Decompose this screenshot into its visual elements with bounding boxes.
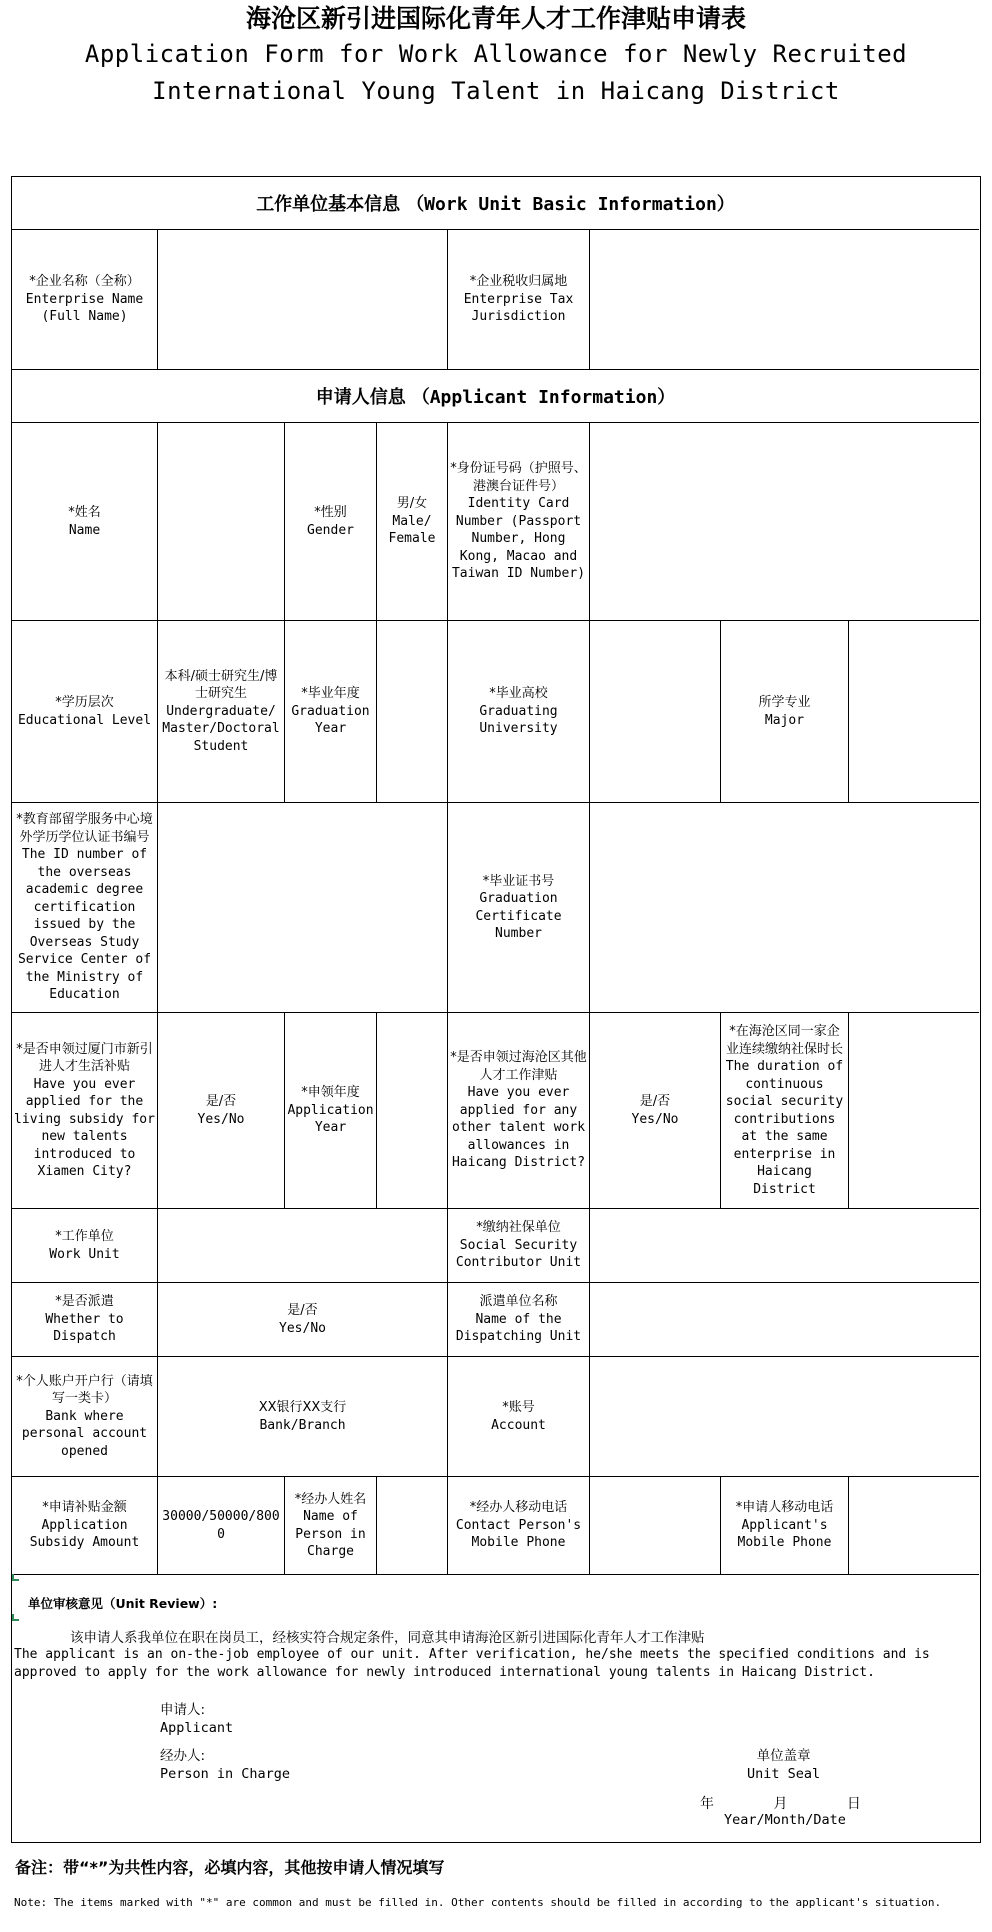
application-year-label — [285, 1013, 377, 1209]
bank-branch-zh: XX银行XX支行 — [258, 1400, 347, 1415]
major-label-en: Major — [764, 712, 805, 728]
title-block — [0, 0, 992, 110]
page-title-zh: 海沧区新引进国际化青年人才工作津贴申请表 — [245, 4, 746, 33]
date-day: 日 — [846, 1796, 861, 1812]
haicang-allowance-field[interactable] — [590, 1013, 721, 1209]
social-duration-field[interactable] — [849, 1013, 979, 1209]
xiamen-subsidy-label-en: Have you ever applied for the living subsidy for new talents introduced to Xiamen City? — [14, 1076, 155, 1179]
social-duration-label-zh: *在海沧区同一家企业连续缴纳社保时长 — [725, 1024, 843, 1057]
education-level-label — [12, 621, 158, 803]
tax-jurisdiction-label-zh: *企业税收归属地 — [469, 274, 568, 290]
gender-label — [285, 423, 377, 621]
applicant-signature-zh: 申请人: — [160, 1702, 206, 1718]
unit-review-text-en: The applicant is an on-the-job employee of our unit. After verification, he/she meets the specified conditions and is approved to apply for the work allowance for newly introduced international young talents in Haicang District. — [14, 1647, 930, 1680]
subsidy-amount-label — [12, 1477, 158, 1575]
person-in-charge-field[interactable] — [377, 1477, 448, 1575]
graduating-university-label-zh: *毕业高校 — [489, 686, 548, 702]
graduation-cert-field[interactable] — [590, 803, 979, 1013]
social-contributor-label-zh: *缴纳社保单位 — [476, 1220, 561, 1236]
dispatch-unit-label — [448, 1283, 590, 1357]
name-label — [12, 423, 158, 621]
education-options-zh: 本科/硕士研究生/博士研究生 — [164, 668, 278, 702]
enterprise-name-label-en: Enterprise Name (Full Name) — [25, 291, 144, 325]
education-options-en: Undergraduate/ Master/Doctoral Student — [162, 703, 280, 754]
unit-seal-zh: 单位盖章 — [756, 1748, 811, 1764]
dispatch-unit-label-zh: 派遣单位名称 — [479, 1294, 558, 1310]
unit-review-title: 单位审核意见（Unit Review）: — [28, 1596, 218, 1611]
applicant-phone-label — [721, 1477, 849, 1575]
application-year-label-zh: *申领年度 — [301, 1085, 360, 1101]
section-title-en: （Work Unit Basic Information） — [406, 194, 735, 215]
yes-no-zh: 是/否 — [205, 1094, 237, 1109]
bank-label-en: Bank where personal account opened — [21, 1408, 148, 1459]
education-level-label-en: Educational Level — [17, 712, 152, 728]
gender-label-zh: *性别 — [314, 505, 347, 520]
gender-label-en: Gender — [307, 522, 354, 538]
tax-jurisdiction-label-en: Enterprise Tax Jurisdiction — [463, 291, 574, 325]
dispatch-label-zh: *是否派遣 — [55, 1294, 114, 1310]
date-year: 年 — [700, 1796, 714, 1812]
yes-no-zh: 是/否 — [639, 1094, 671, 1109]
bank-field[interactable] — [158, 1357, 448, 1477]
haicang-allowance-label — [448, 1013, 590, 1209]
social-contributor-field[interactable] — [590, 1209, 979, 1283]
xiamen-subsidy-label — [12, 1013, 158, 1209]
account-label-zh: *账号 — [502, 1400, 535, 1415]
application-year-label-en: Application Year — [287, 1102, 374, 1136]
account-label-en: Account — [491, 1417, 546, 1433]
major-field[interactable] — [849, 621, 979, 803]
date-field[interactable] — [700, 1793, 861, 1813]
date-label-en: Year/Month/Date — [724, 1812, 846, 1828]
id-number-label-en: Identity Card Number (Passport Number, Hong Kong, Macao and Taiwan ID Number) — [451, 496, 586, 582]
graduation-cert-label — [448, 803, 590, 1013]
unit-seal-en: Unit Seal — [747, 1766, 821, 1782]
cell-marker-icon — [12, 1574, 19, 1581]
yes-no-en: Yes/No — [197, 1111, 245, 1127]
haicang-allowance-label-en: Have you ever applied for any other talent work allowances in Haicang District? — [451, 1085, 586, 1171]
contact-phone-field[interactable] — [590, 1477, 721, 1575]
application-year-field[interactable] — [377, 1013, 448, 1209]
education-level-label-zh: *学历层次 — [55, 695, 114, 710]
name-field[interactable] — [158, 423, 285, 621]
social-contributor-label — [448, 1209, 590, 1283]
applicant-phone-field[interactable] — [849, 1477, 979, 1575]
overseas-cert-label — [12, 803, 158, 1013]
dispatch-label-en: Whether to Dispatch — [45, 1311, 124, 1345]
applicant-signature[interactable] — [160, 1701, 233, 1737]
note-zh: 备注：带“*”为共性内容，必填内容，其他按申请人情况填写 — [15, 1858, 445, 1877]
contact-phone-label-zh: *经办人移动电话 — [469, 1500, 568, 1516]
graduation-year-label-zh: *毕业年度 — [301, 686, 360, 702]
graduation-year-label-en: Graduation Year — [291, 703, 370, 737]
dispatch-field[interactable] — [158, 1283, 448, 1357]
person-in-charge-label-en: Name of Person in Charge — [295, 1509, 366, 1559]
amount-options: 30000/50000/800 0 — [162, 1509, 280, 1542]
applicant-phone-label-zh: *申请人移动电话 — [735, 1500, 834, 1516]
section-title-en: （Applicant Information） — [411, 387, 676, 408]
major-label-zh: 所学专业 — [758, 695, 811, 710]
name-label-en: Name — [68, 522, 101, 538]
yes-no-zh: 是/否 — [287, 1303, 318, 1318]
subsidy-amount-field[interactable] — [158, 1477, 285, 1575]
graduating-university-field[interactable] — [590, 621, 721, 803]
contact-phone-label-en: Contact Person's Mobile Phone — [455, 1517, 582, 1551]
graduation-year-field[interactable] — [377, 621, 448, 803]
dispatch-unit-field[interactable] — [590, 1283, 979, 1357]
graduating-university-label-en: Graduating University — [479, 703, 558, 737]
page-title-en-line1: Application Form for Work Allowance for Newly Recruited — [84, 40, 908, 68]
person-in-charge-signature[interactable] — [160, 1747, 290, 1783]
overseas-cert-label-en: The ID number of the overseas academic degree certification issued by the Overseas Study Service Center of the Ministry of Education — [17, 847, 152, 1003]
date-month: 月 — [773, 1796, 788, 1812]
account-label — [448, 1357, 590, 1477]
enterprise-name-label — [12, 230, 158, 370]
yes-no-en: Yes/No — [279, 1320, 326, 1336]
dispatch-label — [12, 1283, 158, 1357]
person-in-charge-signature-zh: 经办人: — [160, 1748, 206, 1764]
overseas-cert-label-zh: *教育部留学服务中心境外学历学位认证书编号 — [16, 812, 153, 845]
graduation-cert-label-zh: *毕业证书号 — [482, 873, 555, 889]
gender-options-en: Male/ Female — [388, 513, 436, 547]
section-header-work-unit — [12, 177, 979, 230]
yes-no-en: Yes/No — [631, 1111, 679, 1127]
graduation-year-label — [285, 621, 377, 803]
enterprise-name-label-zh: *企业名称（全称） — [29, 274, 140, 290]
name-label-zh: *姓名 — [68, 505, 101, 520]
bank-label — [12, 1357, 158, 1477]
graduation-cert-label-en: Graduation Certificate Number — [475, 891, 562, 941]
id-number-label-zh: *身份证号码（护照号、港澳台证件号） — [450, 461, 587, 494]
xiamen-subsidy-label-zh: *是否申领过厦门市新引进人才生活补贴 — [16, 1041, 153, 1074]
account-field[interactable] — [590, 1357, 979, 1477]
subsidy-amount-label-zh: *申请补贴金额 — [42, 1500, 127, 1516]
subsidy-amount-label-en: Application Subsidy Amount — [29, 1517, 140, 1551]
xiamen-subsidy-field[interactable] — [158, 1013, 285, 1209]
dispatch-unit-label-en: Name of the Dispatching Unit — [455, 1311, 582, 1345]
unit-review-text-zh: 该申请人系我单位在职在岗员工，经核实符合规定条件，同意其申请海沧区新引进国际化青年人才工作津贴 — [70, 1630, 705, 1646]
page-title-en-line2: International Young Talent in Haicang District — [152, 77, 840, 105]
cell-marker-icon — [12, 1614, 19, 1621]
social-duration-label-en: The duration of continuous social security contributions at the same enterprise in Haicang District — [725, 1059, 844, 1197]
major-label — [721, 621, 849, 803]
contact-phone-label — [448, 1477, 590, 1575]
gender-field[interactable] — [377, 423, 448, 621]
tax-jurisdiction-field[interactable] — [590, 230, 979, 370]
bank-label-zh: *个人账户开户行（请填写一类卡） — [16, 1373, 153, 1407]
gender-options-zh: 男/女 — [396, 496, 428, 512]
work-unit-label — [12, 1209, 158, 1283]
unit-seal[interactable] — [747, 1747, 820, 1783]
tax-jurisdiction-label — [448, 230, 590, 370]
social-contributor-label-en: Social Security Contributor Unit — [455, 1237, 582, 1271]
social-duration-label — [721, 1013, 849, 1209]
work-unit-label-zh: *工作单位 — [55, 1229, 114, 1244]
person-in-charge-label-zh: *经办人姓名 — [294, 1491, 367, 1507]
work-unit-label-en: Work Unit — [49, 1246, 120, 1262]
section-title-zh: 工作单位基本信息 — [256, 194, 401, 215]
bank-branch-en: Bank/Branch — [259, 1417, 346, 1433]
applicant-phone-label-en: Applicant's Mobile Phone — [737, 1517, 832, 1551]
application-form — [11, 176, 981, 1843]
person-in-charge-signature-en: Person in Charge — [160, 1766, 291, 1782]
work-unit-field[interactable] — [158, 1209, 448, 1283]
enterprise-name-field[interactable] — [158, 230, 448, 370]
applicant-signature-en: Applicant — [160, 1720, 234, 1736]
haicang-allowance-label-zh: *是否申领过海沧区其他人才工作津贴 — [450, 1050, 587, 1083]
id-number-field[interactable] — [590, 423, 979, 621]
id-number-label — [448, 423, 590, 621]
section-header-applicant — [12, 370, 979, 423]
overseas-cert-field[interactable] — [158, 803, 448, 1013]
education-level-field[interactable] — [158, 621, 285, 803]
section-title-zh: 申请人信息 — [315, 387, 406, 408]
note-en: Note: The items marked with "*" are common and must be filled in. Other contents should be filled in according to the applicant's situation. — [14, 1896, 942, 1909]
person-in-charge-label — [285, 1477, 377, 1575]
graduating-university-label — [448, 621, 590, 803]
